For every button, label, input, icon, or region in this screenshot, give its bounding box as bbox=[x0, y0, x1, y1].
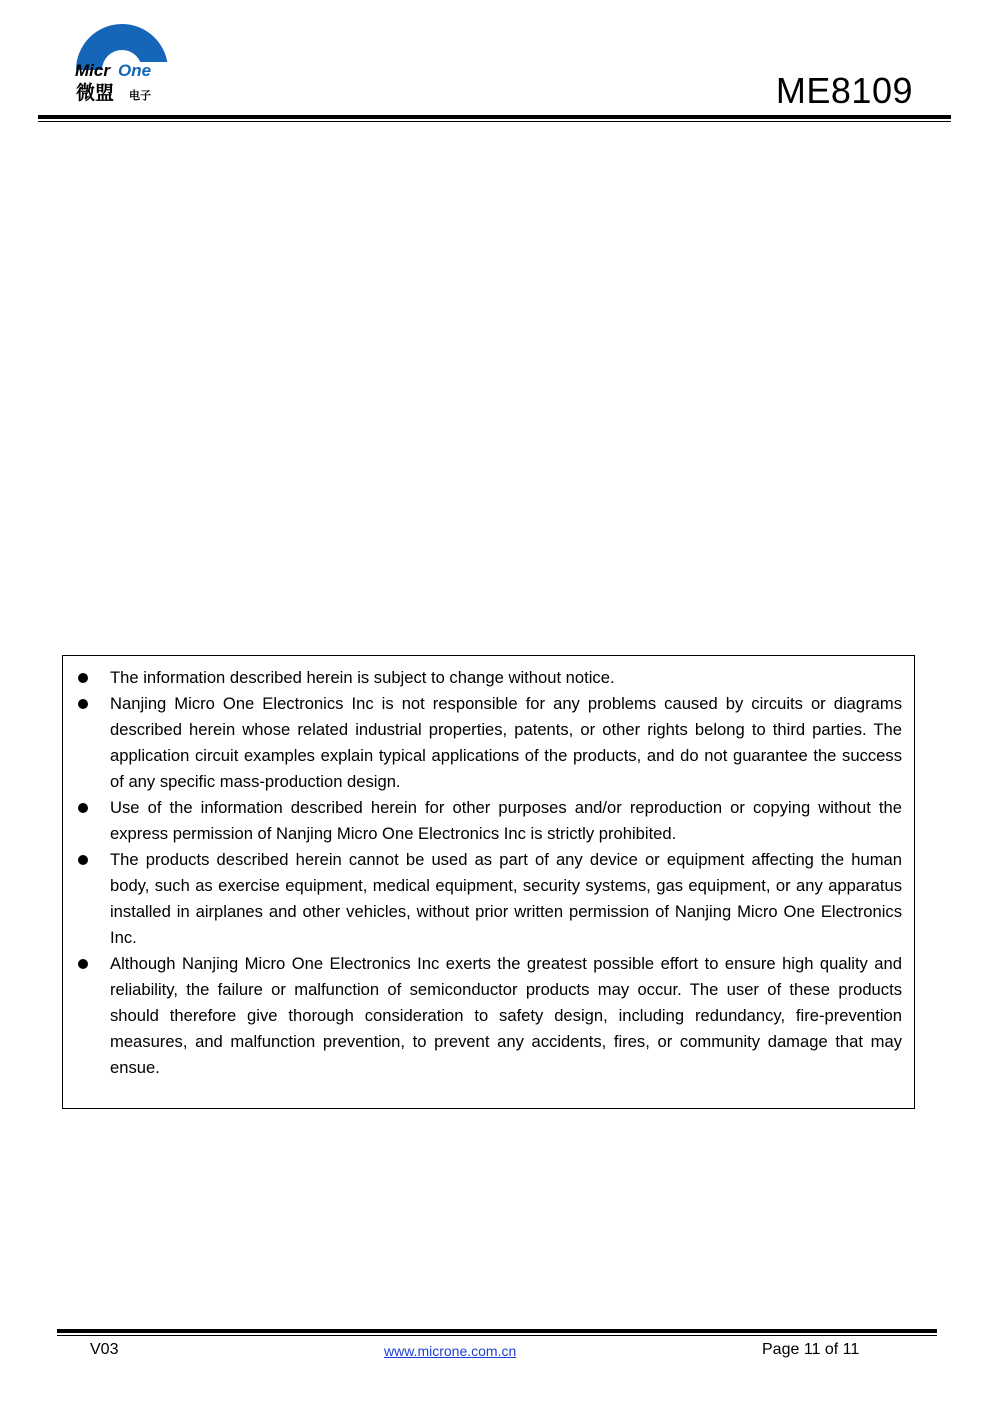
disclaimer-list bbox=[63, 656, 914, 1081]
disclaimer-item bbox=[63, 691, 902, 795]
footer-rule-thick bbox=[57, 1329, 937, 1333]
logo-chinese-text: 微盟 bbox=[76, 82, 115, 104]
logo-brand-right: One bbox=[118, 61, 152, 80]
microne-logo-graphic bbox=[72, 18, 172, 108]
bullet-icon bbox=[78, 855, 88, 865]
bullet-icon bbox=[78, 959, 88, 969]
header-rule-thin bbox=[38, 121, 951, 122]
footer-rule-thin bbox=[57, 1335, 937, 1336]
part-number-title: ME8109 bbox=[775, 70, 913, 111]
company-logo bbox=[72, 18, 172, 108]
bullet-icon bbox=[78, 699, 88, 709]
footer-page-number: Page 11 of 11 bbox=[762, 1341, 860, 1358]
disclaimer-item bbox=[63, 847, 902, 951]
logo-chinese-small: 电子 bbox=[129, 89, 151, 102]
disclaimer-text: The products described herein cannot be used as part of any device or equipment affecting the human body, such as exercise equipment, medical equipment, security systems, gas equipment, or any apparatus installed in airplanes and other vehicles, without prior written permission of Nanjing Micro One Electronics Inc. bbox=[110, 850, 902, 947]
disclaimer-item bbox=[63, 665, 902, 691]
disclaimer-text: The information described herein is subject to change without notice. bbox=[110, 668, 615, 687]
disclaimer-item bbox=[63, 951, 902, 1081]
bullet-icon bbox=[78, 673, 88, 683]
logo-brand-left: Micr bbox=[75, 61, 110, 80]
disclaimer-text: Although Nanjing Micro One Electronics Inc exerts the greatest possible effort to ensure high quality and reliability, the failure or malfunction of semiconductor products may occur. The user of these products should therefore give thorough consideration to safety design, including redundancy, fire-prevention measures, and malfunction prevention, to prevent any accidents, fires, or community damage that may ensue. bbox=[110, 954, 902, 1077]
footer-version: V03 bbox=[90, 1341, 119, 1358]
disclaimer-text: Nanjing Micro One Electronics Inc is not responsible for any problems caused by circuits or diagrams described herein whose related industrial properties, patents, or other rights belong to third parties. The application circuit examples explain typical applications of the products, and do not guarantee the success of any specific mass-production design. bbox=[110, 694, 902, 791]
header-rule-thick bbox=[38, 115, 951, 119]
disclaimer-text: Use of the information described herein for other purposes and/or reproduction or copying without the express permission of Nanjing Micro One Electronics Inc is strictly prohibited. bbox=[110, 798, 902, 843]
bullet-icon bbox=[78, 803, 88, 813]
disclaimer-item bbox=[63, 795, 902, 847]
footer-website-link[interactable]: www.microne.com.cn bbox=[384, 1343, 517, 1359]
disclaimer-box bbox=[62, 655, 915, 1109]
